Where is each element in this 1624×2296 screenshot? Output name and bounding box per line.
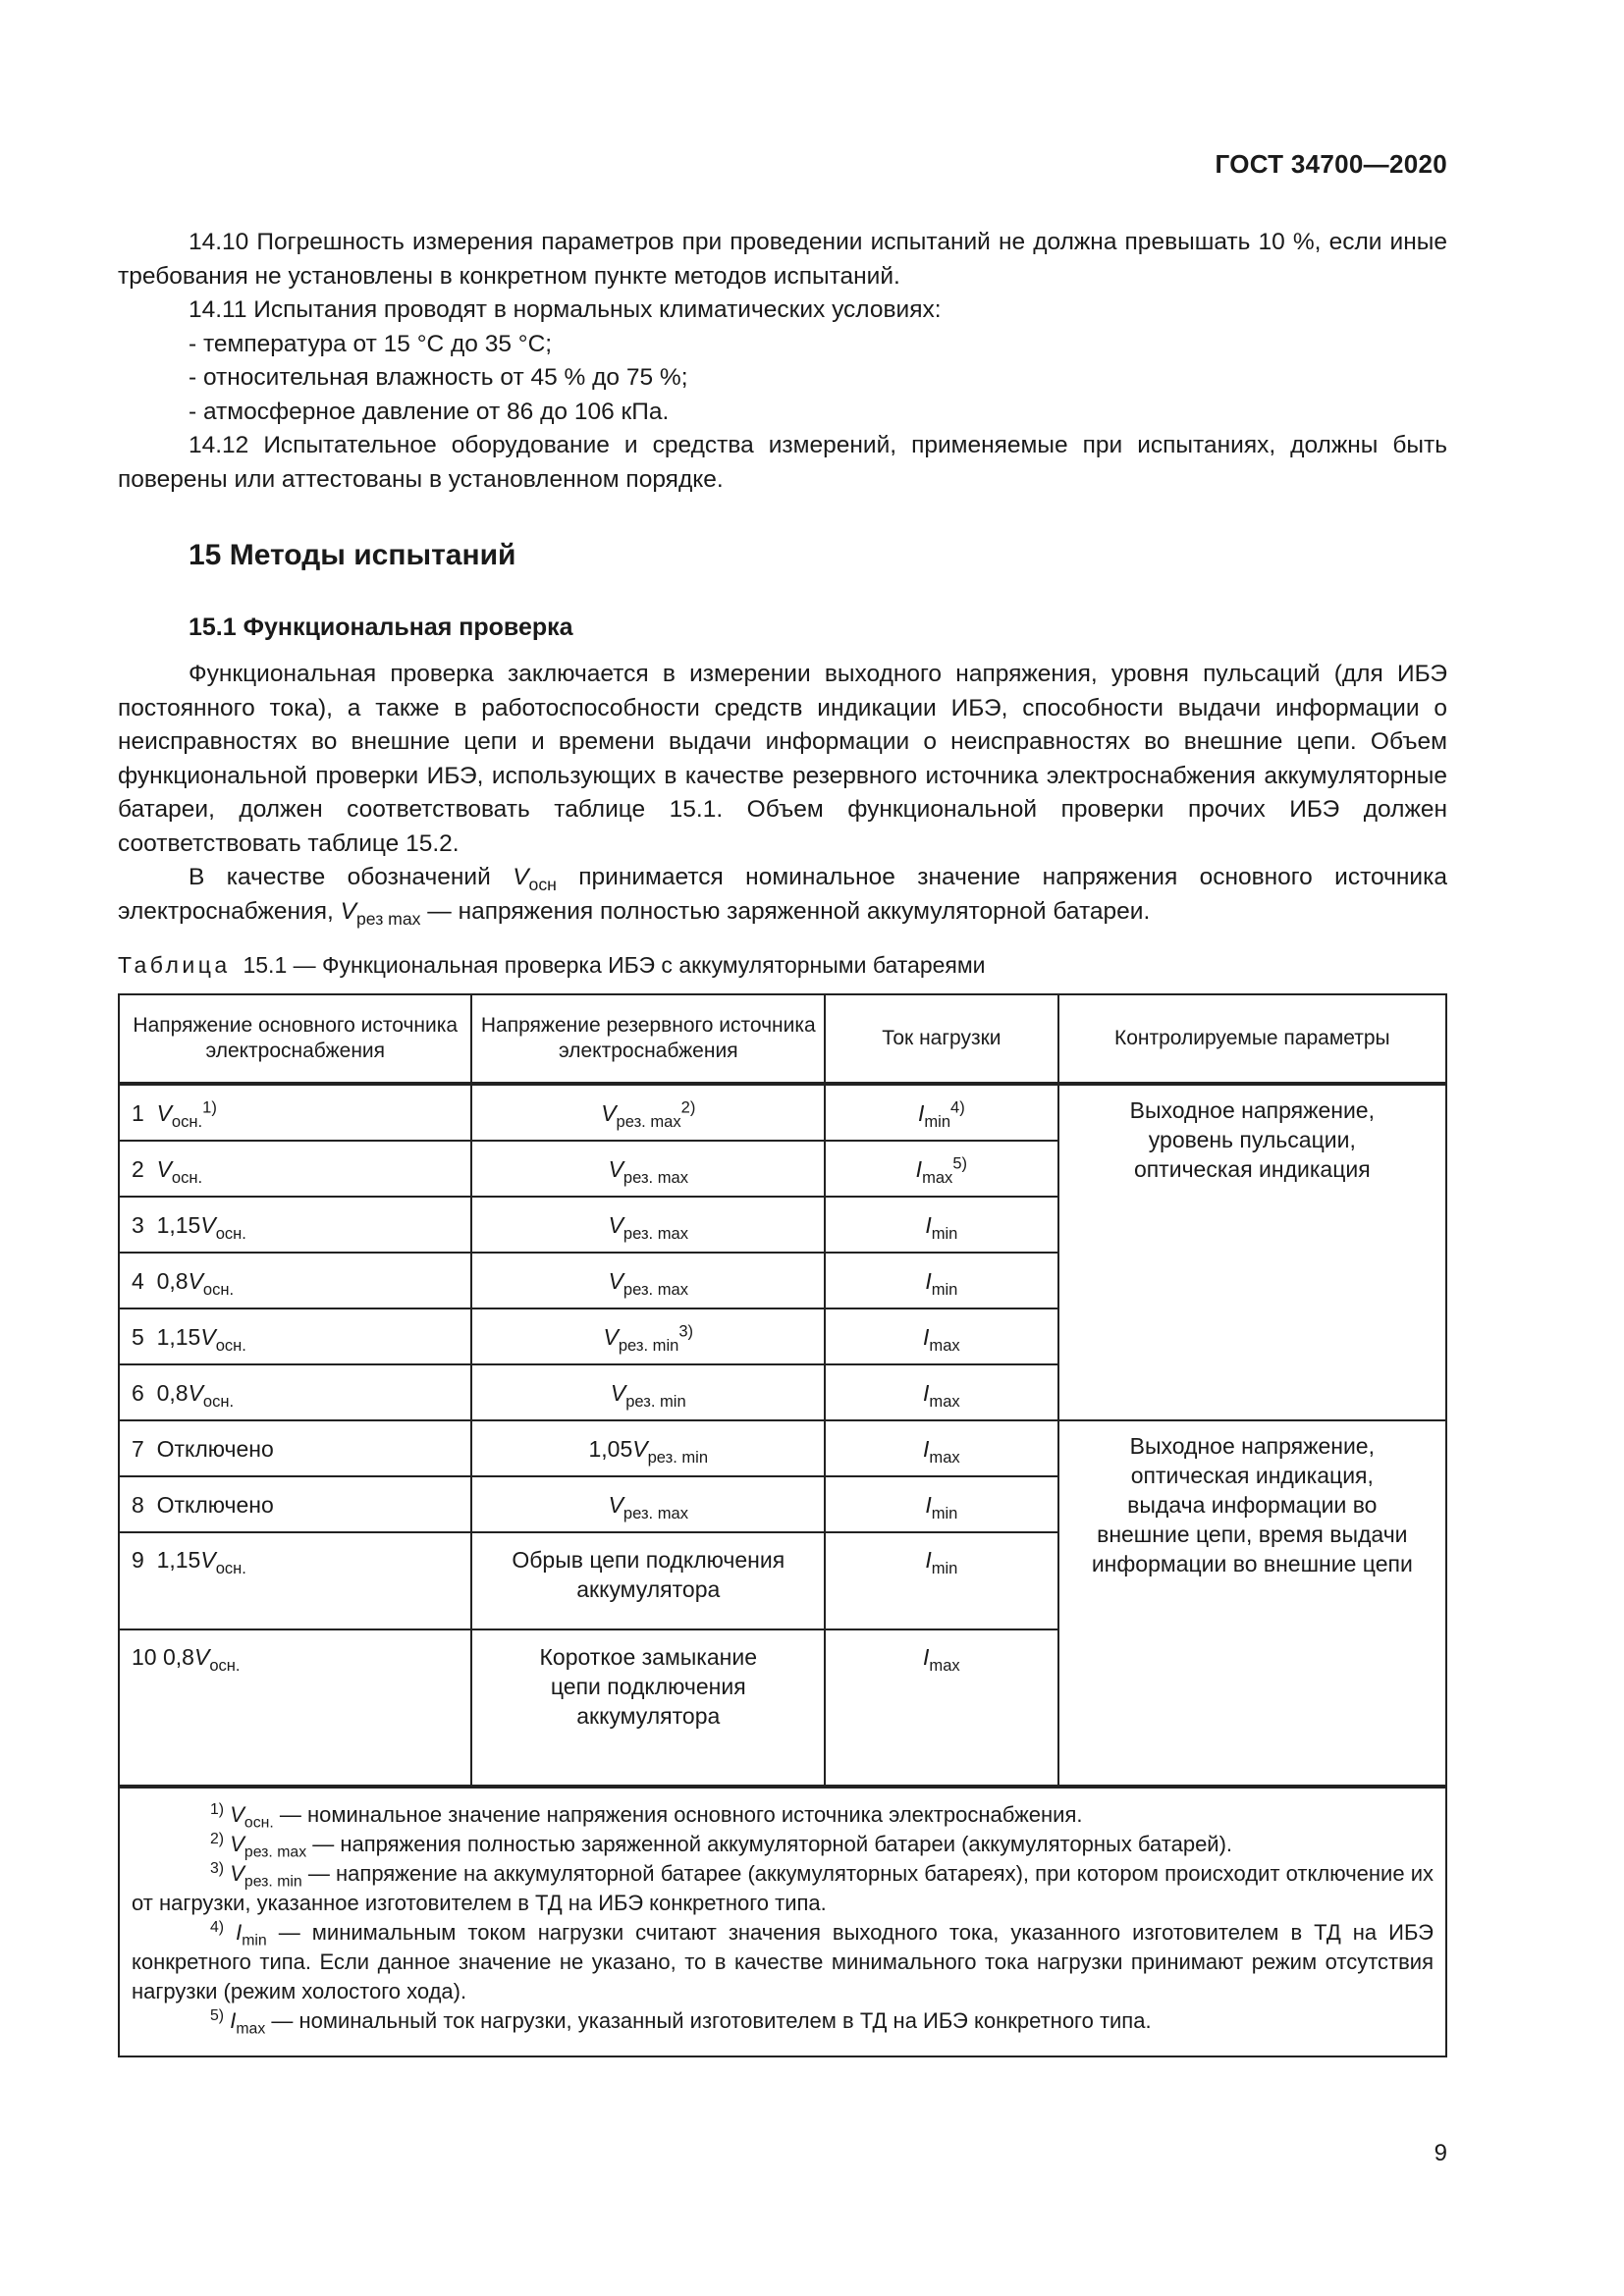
cell-backup-voltage: $V_{рез. max}$ bbox=[471, 1141, 825, 1197]
cell-params-group-2: Выходное напряжение, оптическая индикация, выдача информации во внешние цепи, время выдачи информации во внешние цепи bbox=[1058, 1420, 1446, 1787]
footnote: $^{3)}$ $V_{рез. min}$ — напряжение на аккумуляторной батарее (аккумуляторных батареях), при котором происходит отключение их от нагрузки, указанное изготовителем в ТД на ИБЭ конкретного типа. bbox=[132, 1860, 1434, 1915]
header-main-voltage: Напряжение основного источника электроснабжения bbox=[119, 994, 471, 1084]
cell-params-group-1: Выходное напряжение, уровень пульсации, оптическая индикация bbox=[1058, 1084, 1446, 1420]
cell-backup-voltage: $V_{рез. max}^{2)}$ bbox=[471, 1084, 825, 1141]
cell-load-current: $I_{min}^{4)}$ bbox=[825, 1084, 1058, 1141]
cell-load-current: $I_{min}$ bbox=[825, 1197, 1058, 1253]
cell-backup-voltage: Обрыв цепи подключения аккумулятора bbox=[471, 1532, 825, 1629]
cell-load-current: $I_{min}$ bbox=[825, 1476, 1058, 1532]
body-text bbox=[118, 226, 1447, 929]
paragraph-14-11: 14.11 Испытания проводят в нормальных климатических условиях: bbox=[189, 296, 942, 323]
footnote: $^{2)}$ $V_{рез. max}$ — напряжения полностью заряженной аккумуляторной батареи (аккумуляторных батарей). bbox=[210, 1831, 1233, 1861]
table-notes bbox=[119, 1787, 1446, 2056]
cell-load-current: $I_{max}$ bbox=[825, 1308, 1058, 1364]
table-notes-row bbox=[119, 1787, 1446, 2056]
subsection-title: 15.1 Функциональная проверка bbox=[189, 614, 573, 641]
condition-temperature: - температура от 15 °С до 35 °С; bbox=[189, 330, 553, 357]
condition-humidity: - относительная влажность от 45 % до 75 %; bbox=[189, 364, 688, 391]
cell-main-voltage: 2 $V_{осн.}$ bbox=[119, 1141, 471, 1197]
cell-backup-voltage: $V_{рез. max}$ bbox=[471, 1476, 825, 1532]
header-monitored-params: Контролируемые параметры bbox=[1058, 994, 1446, 1084]
paragraph-14-12: 14.12 Испытательное оборудование и средства измерений, применяемые при испытаниях, должны быть поверены или аттестованы в установленном порядке. bbox=[118, 432, 1447, 493]
section-title: 15 Методы испытаний bbox=[189, 539, 516, 571]
table-header-row bbox=[119, 994, 1446, 1084]
cell-load-current: $I_{max}$ bbox=[825, 1629, 1058, 1787]
table-caption: Таблица 15.1 — Функциональная проверка ИБЭ с аккумуляторными батареями bbox=[118, 952, 986, 978]
cell-load-current: $I_{max}$ bbox=[825, 1420, 1058, 1476]
cell-main-voltage: 9 $1,15V_{осн.}$ bbox=[119, 1532, 471, 1629]
cell-load-current: $I_{min}$ bbox=[825, 1253, 1058, 1308]
cell-backup-voltage: $V_{рез. min}$ bbox=[471, 1364, 825, 1420]
cell-main-voltage: 6 $0,8V_{осн.}$ bbox=[119, 1364, 471, 1420]
cell-backup-voltage: $V_{рез. max}$ bbox=[471, 1197, 825, 1253]
footnote: $^{1)}$ $V_{осн.}$ — номинальное значение напряжения основного источника электроснабжения. bbox=[210, 1801, 1083, 1832]
cell-main-voltage: 5 $1,15V_{осн.}$ bbox=[119, 1308, 471, 1364]
cell-main-voltage: 10 $0,8V_{осн.}$ bbox=[119, 1629, 471, 1787]
paragraph-14-10: 14.10 Погрешность измерения параметров при проведении испытаний не должна превышать 10 %, если иные требования не установлены в конкретном пункте методов испытаний. bbox=[118, 229, 1447, 290]
footnote: $^{4)}$ $I_{min}$ — минимальным током нагрузки считают значения выходного тока, указанного изготовителем в ТД на ИБЭ конкретного типа. Если данное значение не указано, то в качестве минимального тока нагрузки принимают режим отсутствия нагрузки (режим холостого хода). bbox=[132, 1919, 1434, 2003]
cell-main-voltage: 1 $V_{осн.}^{1)}$ bbox=[119, 1084, 471, 1141]
cell-load-current: $I_{min}$ bbox=[825, 1532, 1058, 1629]
cell-main-voltage: 4 $0,8V_{осн.}$ bbox=[119, 1253, 471, 1308]
condition-pressure: - атмосферное давление от 86 до 106 кПа. bbox=[189, 398, 670, 425]
cell-load-current: $I_{max}^{5)}$ bbox=[825, 1141, 1058, 1197]
cell-main-voltage: 8 Отключено bbox=[119, 1476, 471, 1532]
header-backup-voltage: Напряжение резервного источника электроснабжения bbox=[471, 994, 825, 1084]
document-code: ГОСТ 34700—2020 bbox=[1215, 149, 1447, 179]
footnote: $^{5)}$ $I_{max}$ — номинальный ток нагрузки, указанный изготовителем в ТД на ИБЭ конкретного типа. bbox=[210, 2007, 1152, 2038]
table-row bbox=[119, 1420, 1446, 1476]
cell-main-voltage: 7 Отключено bbox=[119, 1420, 471, 1476]
paragraph-15-1-2: В качестве обозначений $V_{осн}$ принимается номинальное значение напряжения основного источника электроснабжения, $V_{рез max}$ — напряжения полностью заряженной аккумуляторной батареи. bbox=[118, 864, 1448, 929]
page-number: 9 bbox=[1434, 2140, 1447, 2166]
cell-main-voltage: 3 $1,15V_{осн.}$ bbox=[119, 1197, 471, 1253]
cell-backup-voltage: $1,05V_{рез. min}$ bbox=[471, 1420, 825, 1476]
table-row bbox=[119, 1084, 1446, 1141]
header-load-current: Ток нагрузки bbox=[825, 994, 1058, 1084]
paragraph-15-1-1: Функциональная проверка заключается в измерении выходного напряжения, уровня пульсаций (для ИБЭ постоянного тока), а также в работоспособности средств индикации ИБЭ, способности выдачи информации о неисправностях во внешние цепи и времени выдачи информации о неисправностях во внешние цепи. Объем функциональной проверки ИБЭ, использующих в качестве резервного источника электроснабжения аккумуляторные батареи, должен соответствовать таблице 15.1. Объем функциональной проверки прочих ИБЭ должен соответствовать таблице 15.2. bbox=[118, 661, 1447, 857]
functional-check-table bbox=[118, 993, 1447, 2057]
cell-backup-voltage: Короткое замыкание цепи подключения аккумулятора bbox=[471, 1629, 825, 1787]
cell-backup-voltage: $V_{рез. min}^{3)}$ bbox=[471, 1308, 825, 1364]
cell-backup-voltage: $V_{рез. max}$ bbox=[471, 1253, 825, 1308]
cell-load-current: $I_{max}$ bbox=[825, 1364, 1058, 1420]
